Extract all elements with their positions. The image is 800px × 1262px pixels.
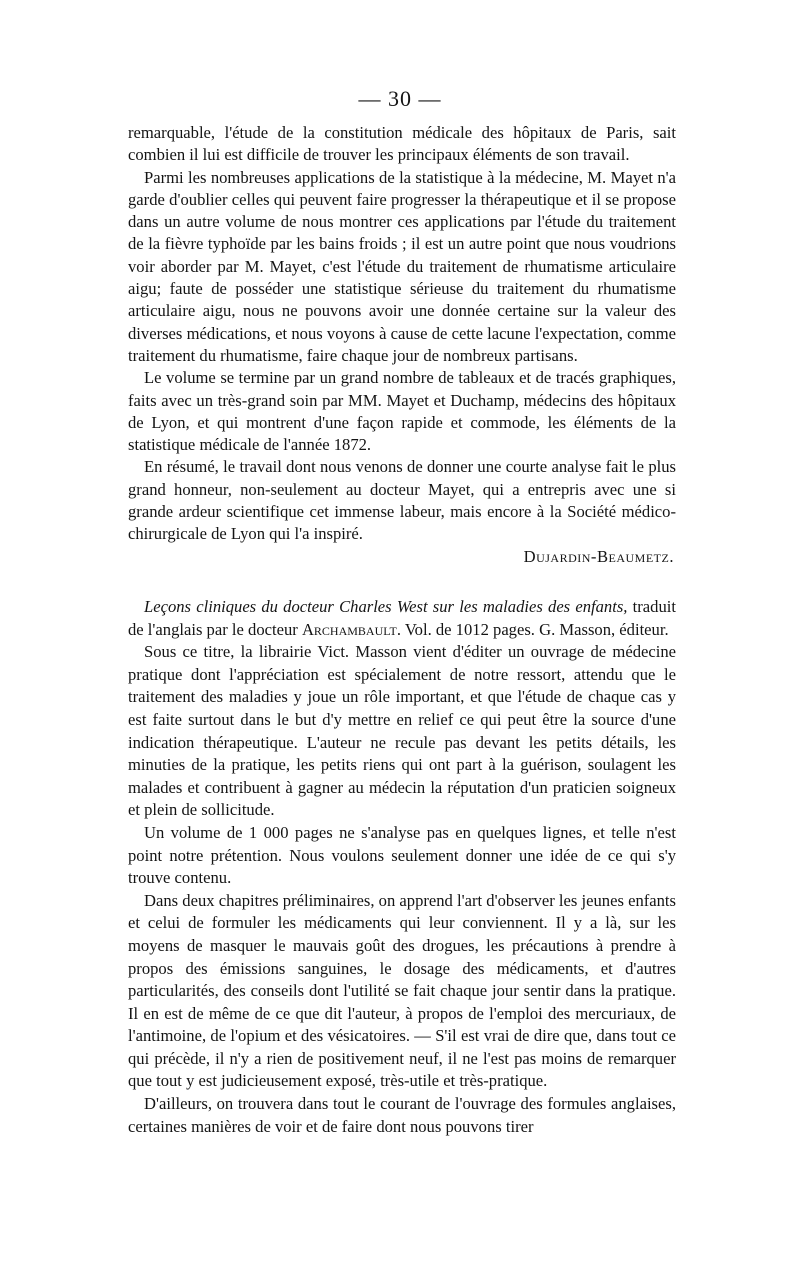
paragraph: D'ailleurs, on trouvera dans tout le courant de l'ouvrage des formules anglaises, certaines manières de voir et de faire dont nous pouvons tirer bbox=[128, 1094, 676, 1136]
review-continuation bbox=[128, 122, 676, 568]
review-heading bbox=[128, 596, 676, 641]
paragraph: En résumé, le travail dont nous venons de donner une courte analyse fait le plus grand honneur, non-seulement au docteur Mayet, qui a entrepris avec une si grande ardeur scientifique cet immense labeur, mais encore à la Société médico-chirurgicale de Lyon qui l'a inspiré. bbox=[128, 457, 676, 544]
paragraph: Sous ce titre, la librairie Vict. Masson vient d'éditer un ouvrage de médecine pratique dont l'appréciation est spécialement de notre ressort, attendu que le traitement des maladies y joue un rôle important, et que l'étude de chaque cas y est faite surtout dans le but d'y mettre en relief ce qui peut être la source d'une indication thérapeutique. L'auteur ne recule pas devant les petits détails, les minuties de la pratique, les petits riens qui ont part à la guérison, soulagent les malades et contribuent à gagner au médecin la réputation d'un praticien soigneux et plein de sollicitude. bbox=[128, 642, 676, 820]
paragraph: Un volume de 1 000 pages ne s'analyse pas en quelques lignes, et telle n'est point notre prétention. Nous voulons seulement donner une idée de ce qui s'y trouve contenu. bbox=[128, 822, 676, 888]
heading-text: . Vol. de 1012 pages. G. Masson, éditeur. bbox=[396, 619, 669, 639]
page-number: — 30 — bbox=[358, 86, 442, 111]
paragraph: Parmi les nombreuses applications de la statistique à la médecine, M. Mayet n'a garde d'oublier celles qui peuvent faire progresser la thérapeutique et il se propose dans un autre volume de nous montrer ces applications par l'étude du traitement de la fièvre typhoïde par les bains froids ; il est un autre point que nous voudrions voir aborder par M. Mayet, c'est l'étude du traitement de rhumatisme articulaire aigu; faute de posséder une statistique sérieuse du traitement du rhumatisme articulaire aigu, nous ne pouvons avoir une donnée certaine sur la valeur des diverses médications, et nous voyons à cause de cette lacune l'expectation, comme traitement du rhumatisme, faire chaque jour de nombreux partisans. bbox=[128, 167, 676, 365]
book-review bbox=[128, 596, 676, 1138]
paragraph: remarquable, l'étude de la constitution médicale des hôpitaux de Paris, sait combien il lui est difficile de trouver les principaux éléments de son travail. bbox=[128, 123, 676, 165]
translator-name: Archambault bbox=[301, 619, 397, 639]
author-signature: Dujardin-Beaumetz. bbox=[523, 546, 674, 566]
paragraph: Dans deux chapitres préliminaires, on apprend l'art d'observer les jeunes enfants et celui de formuler les médicaments qui leur conviennent. Il y a là, sur les moyens de masquer le mauvais goût des drogues, les précautions à prendre à propos des émissions sanguines, le dosage des médicaments, et d'autres particularités, des conseils dont l'utilité se fait chaque jour sentir dans la pratique. Il en est de même de ce que dit l'auteur, à propos de l'emploi des mercuriaux, de l'antimoine, de l'opium et des vésicatoires. — S'il est vrai de dire que, dans tout ce qui précède, il n'y a rien de positivement neuf, il ne l'est pas moins de remarquer que tout y est judicieusement exposé, très-utile et très-pratique. bbox=[128, 890, 676, 1091]
book-title: Leçons cliniques du docteur Charles West sur les maladies des enfants, bbox=[144, 597, 628, 616]
paragraph: Le volume se termine par un grand nombre de tableaux et de tracés graphiques, faits avec un très-grand soin par MM. Mayet et Duchamp, médecins des hôpitaux de Lyon, et qui montrent d'une façon rapide et commode, les éléments de la statistique médicale de l'année 1872. bbox=[128, 368, 676, 455]
heading-text: traduit de l'anglais par le docteur bbox=[128, 597, 676, 639]
